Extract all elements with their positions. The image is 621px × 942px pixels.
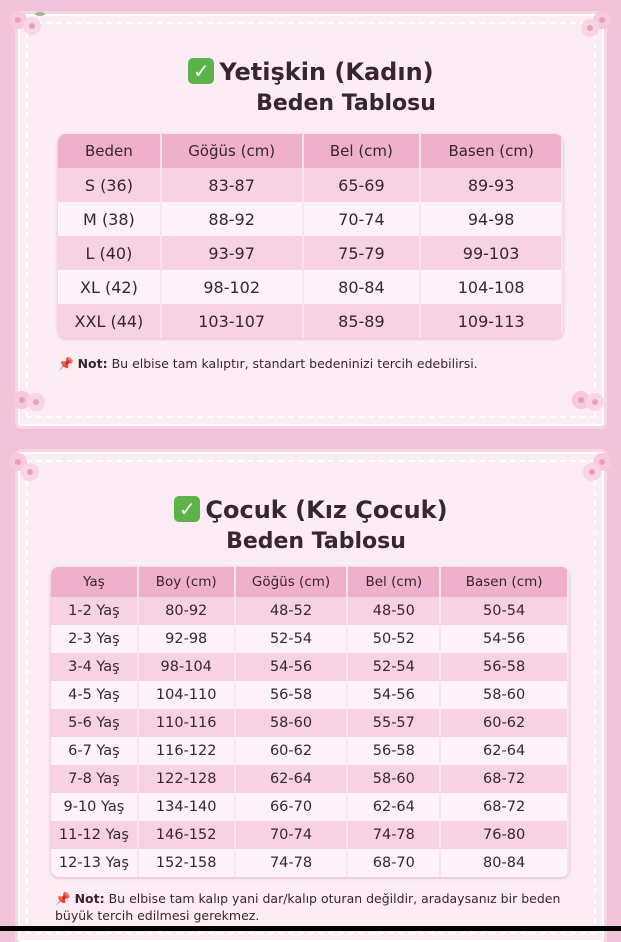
table-cell: 74-78 [347, 821, 440, 849]
table-cell: 68-70 [347, 849, 440, 877]
table-cell: 50-54 [440, 597, 568, 625]
table-row [51, 821, 568, 849]
table-row [58, 304, 562, 338]
note-label: Not: [74, 891, 105, 906]
child-subtitle: Beden Tablosu [226, 529, 406, 554]
table-cell: 62-64 [235, 765, 348, 793]
flower-decoration-icon [574, 6, 618, 46]
table-cell: 2-3 Yaş [51, 625, 138, 653]
table-row [51, 765, 568, 793]
table-cell: 66-70 [235, 793, 348, 821]
adult-size-table [58, 134, 563, 338]
child-title [20, 496, 602, 524]
check-icon: ✓ [174, 496, 200, 522]
child-title-line1: Çocuk (Kız Çocuk) [205, 496, 448, 524]
table-cell: 54-56 [440, 625, 568, 653]
column-header: Bel (cm) [303, 134, 421, 168]
table-row [51, 709, 568, 737]
table-cell: 56-58 [235, 681, 348, 709]
header-row [58, 134, 562, 168]
table-cell: 4-5 Yaş [51, 681, 138, 709]
table-row [51, 849, 568, 877]
table-cell: 92-98 [138, 625, 235, 653]
table-cell: 12-13 Yaş [51, 849, 138, 877]
note-text: Bu elbise tam kalıptır, standart bedeninizi tercih edebilirsi. [111, 356, 478, 371]
column-header: Yaş [51, 567, 138, 597]
table-cell: 98-102 [161, 270, 303, 304]
table-cell: 103-107 [161, 304, 303, 338]
table-cell: 58-60 [235, 709, 348, 737]
table-row [58, 270, 562, 304]
table-cell: 76-80 [440, 821, 568, 849]
table-row [51, 737, 568, 765]
table-row [51, 625, 568, 653]
table-cell: 55-57 [347, 709, 440, 737]
table-cell: 122-128 [138, 765, 235, 793]
table-cell: 56-58 [347, 737, 440, 765]
table-cell: 104-108 [420, 270, 562, 304]
adult-note [58, 355, 598, 372]
table-cell: 48-50 [347, 597, 440, 625]
table-cell: 58-60 [347, 765, 440, 793]
table-cell: 152-158 [138, 849, 235, 877]
table-cell: 56-58 [440, 653, 568, 681]
table-cell: 116-122 [138, 737, 235, 765]
table-cell: 98-104 [138, 653, 235, 681]
child-size-card [18, 452, 604, 942]
column-header: Beden [58, 134, 161, 168]
table-cell: 54-56 [347, 681, 440, 709]
table-cell: 50-52 [347, 625, 440, 653]
child-size-table [51, 567, 569, 877]
table-cell: 68-72 [440, 793, 568, 821]
table-cell: L (40) [58, 236, 161, 270]
table-row [58, 236, 562, 270]
table-cell: 65-69 [303, 168, 421, 202]
adult-subtitle: Beden Tablosu [256, 91, 436, 116]
table-cell: 48-52 [235, 597, 348, 625]
table-cell: 134-140 [138, 793, 235, 821]
table-cell: 60-62 [235, 737, 348, 765]
table-cell: 83-87 [161, 168, 303, 202]
column-header: Basen (cm) [440, 567, 568, 597]
table-cell: XL (42) [58, 270, 161, 304]
header-row [51, 567, 568, 597]
note-label: Not: [77, 356, 108, 371]
table-cell: 110-116 [138, 709, 235, 737]
table-cell: 58-60 [440, 681, 568, 709]
column-header: Basen (cm) [420, 134, 562, 168]
table-cell: 3-4 Yaş [51, 653, 138, 681]
adult-title-line1: Yetişkin (Kadın) [219, 58, 434, 86]
table-cell: 104-110 [138, 681, 235, 709]
note-text: Bu elbise tam kalıp yani dar/kalıp oturan değildir, aradaysanız bir beden büyük tercih edilmesi gerekmez. [55, 891, 561, 923]
table-cell: 9-10 Yaş [51, 793, 138, 821]
column-header: Göğüs (cm) [161, 134, 303, 168]
table-cell: 75-79 [303, 236, 421, 270]
table-row [58, 202, 562, 236]
table-cell: 52-54 [235, 625, 348, 653]
pushpin-icon: 📌 [58, 356, 74, 371]
table-cell: 70-74 [235, 821, 348, 849]
table-cell: 80-92 [138, 597, 235, 625]
table-cell: 54-56 [235, 653, 348, 681]
table-cell: 62-64 [440, 737, 568, 765]
table-row [58, 168, 562, 202]
child-note [55, 890, 575, 924]
flower-decoration-icon [574, 448, 618, 488]
table-cell: 7-8 Yaş [51, 765, 138, 793]
table-cell: 85-89 [303, 304, 421, 338]
table-cell: 74-78 [235, 849, 348, 877]
table-cell: 146-152 [138, 821, 235, 849]
table-cell: 80-84 [440, 849, 568, 877]
table-cell: 88-92 [161, 202, 303, 236]
flower-decoration-icon [8, 380, 52, 420]
table-cell: 80-84 [303, 270, 421, 304]
table-cell: 109-113 [420, 304, 562, 338]
table-cell: 99-103 [420, 236, 562, 270]
table-cell: 89-93 [420, 168, 562, 202]
flower-decoration-icon [560, 380, 614, 420]
table-row [51, 681, 568, 709]
table-cell: XXL (44) [58, 304, 161, 338]
table-cell: 5-6 Yaş [51, 709, 138, 737]
pushpin-icon: 📌 [55, 891, 71, 906]
flower-decoration-icon [4, 6, 48, 46]
table-cell: 11-12 Yaş [51, 821, 138, 849]
table-cell: 62-64 [347, 793, 440, 821]
adult-title [20, 58, 602, 86]
check-icon: ✓ [188, 58, 214, 84]
table-cell: S (36) [58, 168, 161, 202]
table-cell: 60-62 [440, 709, 568, 737]
column-header: Göğüs (cm) [235, 567, 348, 597]
table-cell: 94-98 [420, 202, 562, 236]
table-row [51, 793, 568, 821]
column-header: Boy (cm) [138, 567, 235, 597]
table-cell: M (38) [58, 202, 161, 236]
column-header: Bel (cm) [347, 567, 440, 597]
table-cell: 70-74 [303, 202, 421, 236]
adult-size-card [18, 14, 604, 426]
table-cell: 93-97 [161, 236, 303, 270]
flower-decoration-icon [4, 448, 48, 488]
bottom-bar [0, 926, 621, 931]
table-cell: 52-54 [347, 653, 440, 681]
table-cell: 6-7 Yaş [51, 737, 138, 765]
table-row [51, 653, 568, 681]
table-cell: 68-72 [440, 765, 568, 793]
table-cell: 1-2 Yaş [51, 597, 138, 625]
table-row [51, 597, 568, 625]
